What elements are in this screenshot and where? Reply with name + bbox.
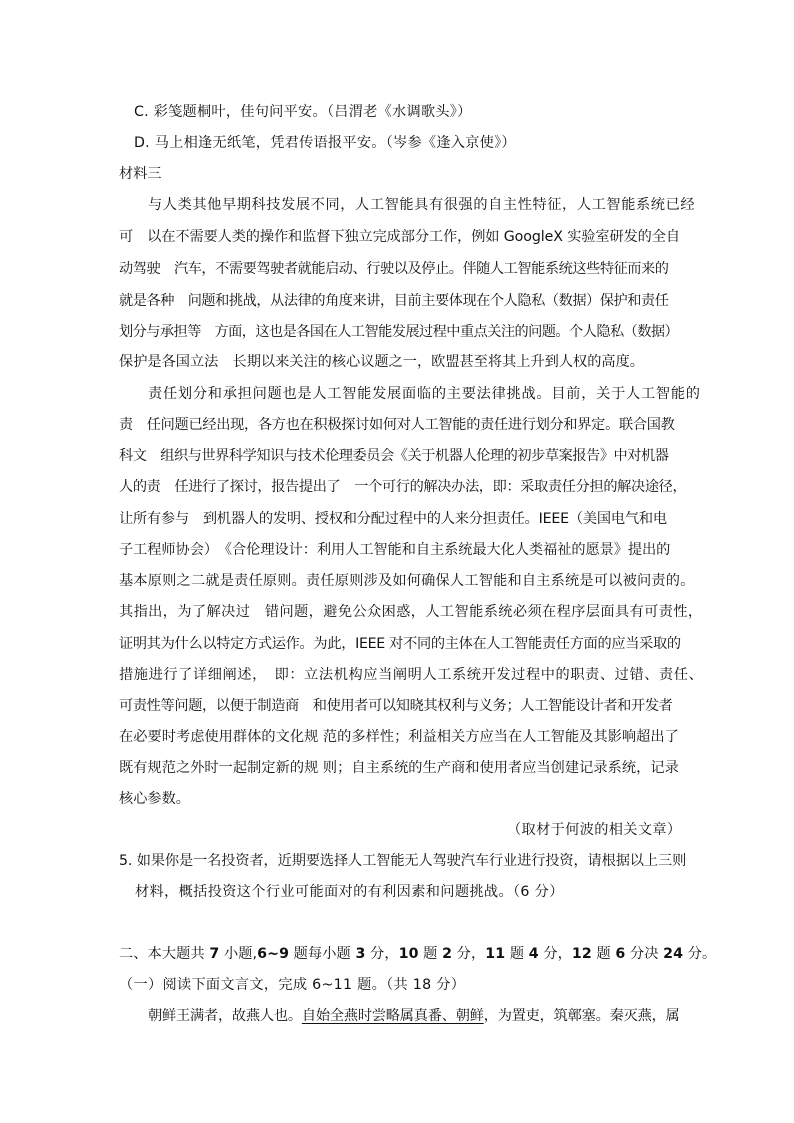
paragraph-line: 划分与承担等 方面，这也是各国在人工智能发展过程中重点关注的问题。个人隐私（数据） — [119, 324, 679, 340]
question-line: 5. 如果你是一名投资者，近期要选择人工智能无人驾驶汽车行业进行投资，请根据以上三则 — [119, 853, 687, 869]
passage-text: ，为置吏，筑鄣塞。秦灭燕，属 — [483, 1008, 680, 1024]
heading-text: 分， — [538, 946, 572, 962]
paragraph-line: 人的责 任进行了探讨，报告提出了 一个可行的解决办法，即：采取责任分担的解决途径， — [119, 479, 687, 495]
heading-text: 二、本大题共 — [119, 946, 210, 962]
heading-number: 6~9 — [257, 946, 290, 962]
heading-text: 小题, — [219, 946, 258, 962]
heading-text: 题 — [591, 946, 616, 962]
heading-text: 题 — [505, 946, 529, 962]
passage-text: 朝鲜王满者，故燕人也。 — [148, 1008, 302, 1024]
paragraph-line: 保护是各国立法 长期以来关注的核心议题之一，欧盟甚至将其上升到人权的高度。 — [119, 354, 644, 370]
question-line: 材料，概括投资这个行业可能面对的有利因素和问题挑战。（6 分） — [135, 884, 564, 900]
heading-number: 2 — [442, 946, 453, 962]
heading-number: 6 — [615, 946, 626, 962]
paragraph-line: 子工程师协会） 《合伦理设计：利用人工智能和自主系统最大化人类福祉的愿景》提出的 — [119, 542, 671, 558]
heading-number: 24 — [663, 946, 684, 962]
section-2-heading — [119, 943, 716, 965]
material3-source: （取材于何波的相关文章） — [507, 822, 682, 838]
paragraph-line: 让所有参与 到机器人的发明、授权和分配过程中的人来分担责任。IEEE（美国电气和电 — [119, 511, 667, 527]
heading-text: 分， — [452, 946, 486, 962]
material3-heading: 材料三 — [119, 166, 162, 182]
heading-text: 分， — [365, 946, 399, 962]
paragraph-line: 既有规范之外时一起制定新的规 则；自主系统的生产商和使用者应当创建记录系统，记录 — [119, 760, 679, 776]
paragraph-line: 责 任问题已经出现，各方也在积极探讨如何对人工智能的责任进行划分和界定。联合国教 — [119, 417, 675, 433]
passage-underlined-sentence: 自始全燕时尝略属真番、朝鲜 — [301, 1008, 484, 1024]
paragraph-line: 措施进行了详细阐述， 即：立法机构应当阐明人工系统开发过程中的职责、过错、责任、 — [119, 667, 704, 683]
section-2-subheading: （一）阅读下面文言文，完成 6~11 题。（共 18 分） — [119, 977, 466, 993]
paragraph-line: 证明其为什么以特定方式运作。为此，IEEE 对不同的主体在人工智能责任方面的应当采取的 — [119, 636, 681, 652]
paragraph-line: 可 以在不需要人类的操作和监督下独立完成部分工作，例如 GoogleX 实验室研发的全自 — [119, 229, 680, 245]
paragraph-line: 科文 组织与世界科学知识与技术伦理委员会《关于机器人伦理的初步草案报告》中对机器 — [119, 448, 669, 464]
heading-text: 分。 — [683, 946, 717, 962]
heading-number: 11 — [485, 946, 506, 962]
paragraph-line: 其指出，为了解决过 错问题，避免公众困惑，人工智能系统必须在程序层面具有可责性， — [119, 604, 703, 620]
classical-passage-line — [148, 1005, 680, 1027]
heading-number: 4 — [528, 946, 539, 962]
paragraph-line: 与人类其他早期科技发展不同，人工智能具有很强的自主性特征，人工智能系统已经 — [148, 197, 696, 213]
paragraph-line: 动驾驶 汽车，不需要驾驶者就能启动、行驶以及停止。伴随人工智能系统这些特征而来的 — [119, 261, 669, 277]
heading-number: 10 — [398, 946, 419, 962]
paragraph-line: 责任划分和承担问题也是人工智能发展面临的主要法律挑战。目前，关于人工智能的 — [148, 386, 701, 402]
paragraph-line: 在必要时考虑使用群体的文化规 范的多样性；利益相关方应当在人工智能及其影响超出了 — [119, 729, 679, 745]
heading-number: 7 — [209, 946, 220, 962]
paragraph-line: 核心参数。 — [119, 791, 190, 807]
paragraph-line: 基本原则之二就是责任原则。责任原则涉及如何确保人工智能和自主系统是可以被问责的。 — [119, 573, 695, 589]
option-c: C. 彩笺题桐叶，佳句问平安。（吕渭老《水调歌头》） — [134, 104, 472, 120]
heading-text: 题每小题 — [289, 946, 356, 962]
heading-text: 分决 — [625, 946, 664, 962]
option-d: D. 马上相逢无纸笔，凭君传语报平安。（岑参《逢入京使》） — [134, 135, 516, 151]
paragraph-line: 就是各种 问题和挑战，从法律的角度来讲，目前主要体现在个人隐私（数据）保护和责任 — [119, 293, 669, 309]
heading-text: 题 — [418, 946, 443, 962]
heading-number: 3 — [355, 946, 366, 962]
paragraph-line: 可责性等问题，以便于制造商 和使用者可以知晓其权利与义务；人工智能设计者和开发者 — [119, 698, 673, 714]
heading-number: 12 — [571, 946, 592, 962]
